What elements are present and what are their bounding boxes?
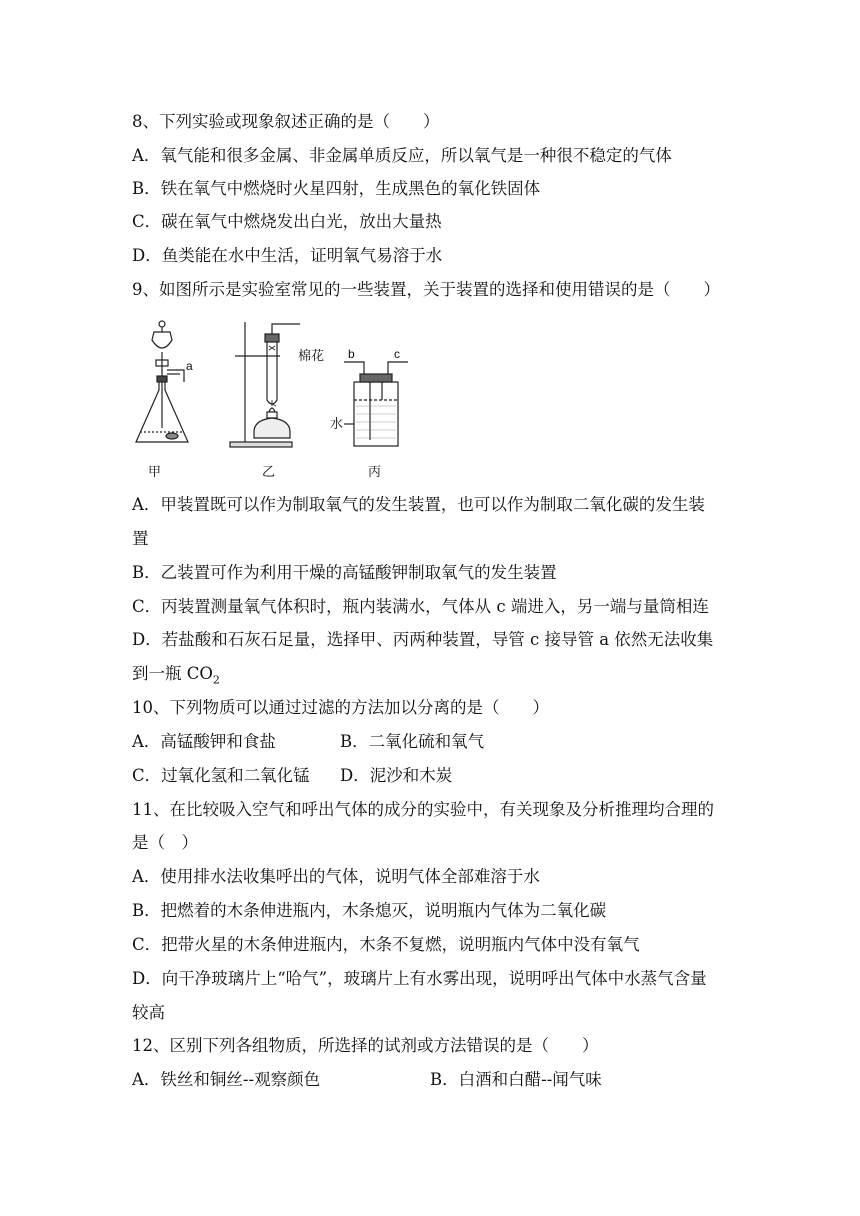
- q11-option-c: C．把带火星的木条伸进瓶内，木条不复燃，说明瓶内气体中没有氧气: [132, 935, 640, 954]
- q12-stem: 12、区别下列各组物质，所选择的试剂或方法错误的是（ ）: [132, 1036, 599, 1055]
- q11-stem-line2: 是（ ）: [132, 833, 198, 852]
- apparatus-figure: [132, 316, 432, 484]
- q12-option-a: A．铁丝和铜丝--观察颜色: [132, 1070, 321, 1089]
- label-c: c: [394, 347, 400, 361]
- label-a: a: [186, 359, 193, 373]
- q10-stem: 10、下列物质可以通过过滤的方法加以分离的是（ ）: [132, 698, 549, 717]
- apparatus-jia: [136, 321, 188, 442]
- q12-option-b: B．白酒和白醋--闻气味: [430, 1070, 602, 1089]
- caption-yi: 乙: [262, 464, 276, 479]
- q11-stem-line1: 11、在比较吸入空气和呼出气体的成分的实验中，有关现象及分析推理均合理的: [132, 800, 714, 819]
- caption-bing: 丙: [368, 464, 382, 479]
- q8-option-a: A．氧气能和很多金属、非金属单质反应，所以氧气是一种很不稳定的气体: [132, 146, 672, 165]
- q8-option-d: D．鱼类能在水中生活，证明氧气易溶于水: [132, 246, 443, 265]
- q10-option-d: D．泥沙和木炭: [340, 766, 453, 785]
- caption-jia: 甲: [148, 464, 162, 479]
- label-cotton: 棉花: [298, 348, 325, 363]
- label-b: b: [348, 347, 355, 361]
- q9-option-a-line2: 置: [132, 529, 149, 548]
- q8-option-c: C．碳在氧气中燃烧发出白光，放出大量热: [132, 212, 442, 231]
- label-water: 水: [330, 416, 344, 431]
- q9-d-text: 到一瓶 CO: [132, 664, 213, 683]
- apparatus-bing: [344, 362, 408, 446]
- apparatus-yi: [230, 322, 300, 447]
- q9-option-d-line2: [132, 663, 220, 691]
- q11-option-d-line2: 较高: [132, 1003, 165, 1022]
- q9-option-c: C．丙装置测量氧气体积时，瓶内装满水，气体从 c 端进入，另一端与量筒相连: [132, 597, 709, 616]
- co2-subscript: 2: [212, 673, 220, 687]
- q9-option-b: B．乙装置可作为利用干燥的高锰酸钾制取氧气的发生装置: [132, 563, 557, 582]
- q9-stem: 9、如图所示是实验室常见的一些装置，关于装置的选择和使用错误的是（ ）: [132, 280, 720, 299]
- q8-stem: 8、下列实验或现象叙述正确的是（ ）: [132, 112, 440, 131]
- q11-option-b: B．把燃着的木条伸进瓶内，木条熄灭，说明瓶内气体为二氧化碳: [132, 901, 607, 920]
- q11-option-a: A．使用排水法收集呼出的气体，说明气体全部难溶于水: [132, 867, 540, 886]
- q10-option-c: C．过氧化氢和二氧化锰: [132, 766, 310, 785]
- q8-option-b: B．铁在氧气中燃烧时火星四射，生成黑色的氧化铁固体: [132, 179, 541, 198]
- q9-option-d-line1: D．若盐酸和石灰石足量，选择甲、丙两种装置，导管 c 接导管 a 依然无法收集: [132, 630, 714, 649]
- q10-option-b: B．二氧化硫和氧气: [340, 732, 485, 751]
- q9-option-a-line1: A．甲装置既可以作为制取氧气的发生装置，也可以作为制取二氧化碳的发生装: [132, 495, 705, 514]
- q10-option-a: A．高锰酸钾和食盐: [132, 732, 276, 751]
- q11-option-d-line1: D．向干净玻璃片上“哈气”，玻璃片上有水雾出现，说明呼出气体中水蒸气含量: [132, 969, 707, 988]
